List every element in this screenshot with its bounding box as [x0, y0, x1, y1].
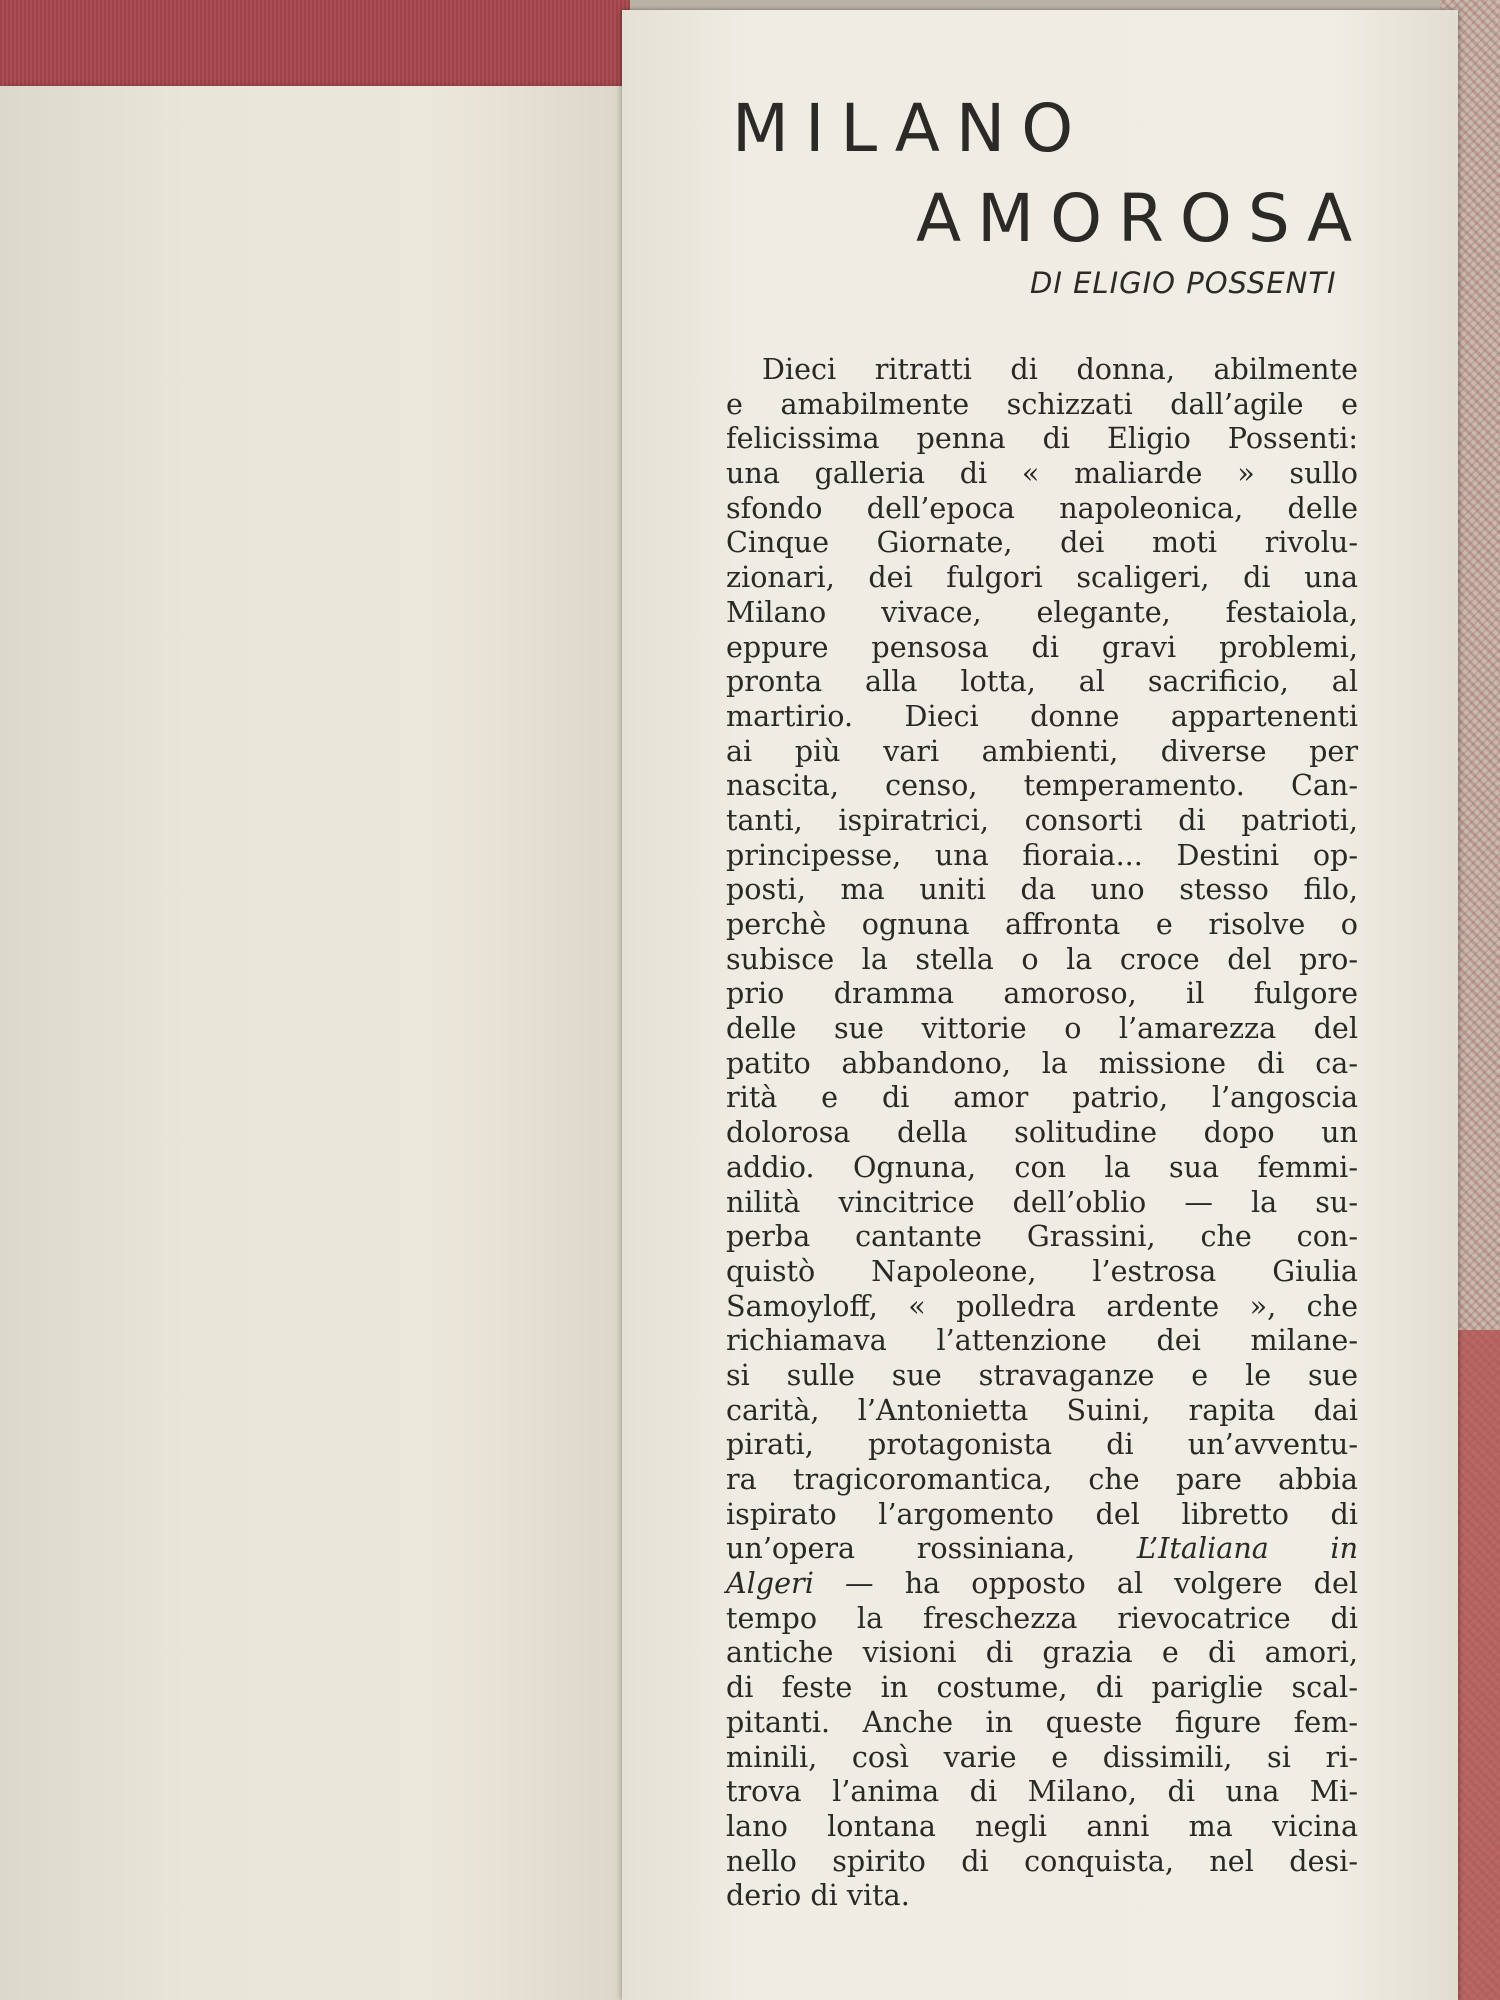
- description-line: Dieci ritratti di donna, abilmente: [762, 352, 1358, 386]
- description-line: pitanti. Anche in queste figure fem-: [726, 1704, 1358, 1739]
- description-line: carità, l’Antonietta Suini, rapita dai: [726, 1392, 1358, 1427]
- cloth-cover-red-patch: [1455, 1330, 1500, 2000]
- description-line: si sulle sue stravaganze e le sue: [726, 1357, 1358, 1392]
- description-line: lano lontana negli anni ma vicina: [726, 1808, 1358, 1843]
- description-line: subisce la stella o la croce del pro-: [726, 941, 1358, 976]
- description-line: felicissima penna di Eligio Possenti:: [726, 421, 1358, 456]
- description-line: nilità vincitrice dell’oblio — la su-: [726, 1184, 1358, 1219]
- description-line: antiche visioni di grazia e di amori,: [726, 1635, 1358, 1670]
- description-line: addio. Ognuna, con la sua femmi-: [726, 1149, 1358, 1184]
- book-title-line-2: AMOROSA: [916, 180, 1369, 257]
- description-line: quistò Napoleone, l’estrosa Giulia: [726, 1253, 1358, 1288]
- red-binding-strip: [0, 0, 630, 92]
- description-line: martirio. Dieci donne appartenenti: [726, 698, 1358, 733]
- description-line: principesse, una fioraia... Destini op-: [726, 837, 1358, 872]
- description-line: ai più vari ambienti, diverse per: [726, 733, 1358, 768]
- description-line: [726, 1566, 1358, 1601]
- description-line: trova l’anima di Milano, di una Mi-: [726, 1774, 1358, 1809]
- description-line: pirati, protagonista di un’avventu-: [726, 1427, 1358, 1462]
- description-line: di feste in costume, di pariglie scal-: [726, 1670, 1358, 1705]
- description-line: una galleria di « maliarde » sullo: [726, 456, 1358, 491]
- description-line: ispirato l’argomento del libretto di: [726, 1496, 1358, 1531]
- book-title-line-1: MILANO: [732, 90, 1090, 167]
- description-line: Milano vivace, elegante, festaiola,: [726, 594, 1358, 629]
- description-text-segment: un’opera rossiniana,: [726, 1531, 1076, 1566]
- description-line: prio dramma amoroso, il fulgore: [726, 976, 1358, 1011]
- description-line: ra tragicoromantica, che pare abbia: [726, 1462, 1358, 1496]
- left-endpaper: [0, 86, 622, 2000]
- description-line: minili, così varie e dissimili, si ri-: [726, 1739, 1358, 1774]
- book-description: [726, 352, 1358, 1913]
- description-line: [726, 1531, 1358, 1566]
- description-line: patito abbandono, la missione di ca-: [726, 1045, 1358, 1080]
- description-line: e amabilmente schizzati dall’agile e: [726, 386, 1358, 421]
- description-line: zionari, dei fulgori scaligeri, di una: [726, 560, 1358, 595]
- description-line: tanti, ispiratrici, consorti di patrioti,: [726, 802, 1358, 837]
- description-line: pronta alla lotta, al sacrificio, al: [726, 664, 1358, 699]
- description-line: richiamava l’attenzione dei milane-: [726, 1323, 1358, 1358]
- description-line: nascita, censo, temperamento. Can-: [726, 768, 1358, 803]
- description-text-segment: — ha opposto al volgere del: [844, 1566, 1359, 1601]
- description-line: posti, ma uniti da uno stesso filo,: [726, 872, 1358, 907]
- description-line: nello spirito di conquista, nel desi-: [726, 1843, 1358, 1878]
- description-line: Samoyloff, « polledra ardente », che: [726, 1288, 1358, 1323]
- description-line: Cinque Giornate, dei moti rivolu-: [726, 525, 1358, 560]
- description-line: tempo la freschezza rievocatrice di: [726, 1600, 1358, 1635]
- description-line: delle sue vittorie o l’amarezza del: [726, 1011, 1358, 1046]
- description-line: dolorosa della solitudine dopo un: [726, 1115, 1358, 1150]
- description-line: perchè ognuna affronta e risolve o: [726, 907, 1358, 941]
- description-line: eppure pensosa di gravi problemi,: [726, 629, 1358, 664]
- book-author: DI ELIGIO POSSENTI: [1030, 266, 1337, 300]
- description-line: rità e di amor patrio, l’angoscia: [726, 1080, 1358, 1115]
- opera-title-italic: L’Italiana in: [1136, 1531, 1358, 1566]
- description-line: sfondo dell’epoca napoleonica, delle: [726, 490, 1358, 525]
- opera-title-italic: Algeri: [726, 1566, 814, 1601]
- description-line: derio di vita.: [726, 1878, 910, 1913]
- description-line: perba cantante Grassini, che con-: [726, 1219, 1358, 1254]
